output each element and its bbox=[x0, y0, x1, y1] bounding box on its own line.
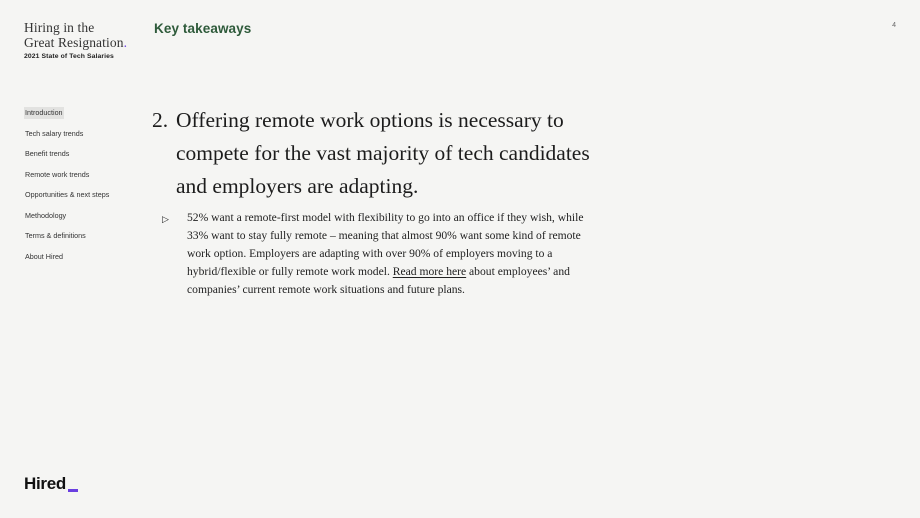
nav-item-tech-salary-trends[interactable] bbox=[24, 128, 110, 149]
nav-item-about-hired[interactable] bbox=[24, 251, 110, 272]
report-brand bbox=[24, 20, 127, 60]
nav-item-opportunities[interactable] bbox=[24, 189, 110, 210]
read-more-link[interactable]: Read more here bbox=[392, 265, 467, 278]
takeaway-number: 2. bbox=[152, 108, 169, 132]
nav-item-benefit-trends[interactable] bbox=[24, 148, 110, 169]
report-title-line1: Hiring in the bbox=[24, 20, 95, 35]
section-title: Key takeaways bbox=[154, 21, 252, 36]
hired-logo-text: Hired bbox=[24, 474, 66, 493]
sidebar-nav bbox=[24, 107, 110, 271]
nav-item-label: Benefit trends bbox=[25, 149, 70, 158]
nav-item-introduction[interactable] bbox=[24, 107, 110, 128]
nav-item-methodology[interactable] bbox=[24, 210, 110, 231]
nav-item-label: Terms & definitions bbox=[25, 231, 86, 240]
bullet-text-before: 52% want a remote-first model with flexibility to go into an office if they wish, while 33% want to stay fully remote – meaning that almost 90% want some kind of remote work option. Employers are adapting with over 90% of employers moving to a hybrid/flexible or fully remote work model. bbox=[187, 211, 584, 278]
takeaway-heading-text: Offering remote work options is necessary to compete for the vast majority of tech candidates and employers are adapting. bbox=[176, 108, 590, 198]
report-title-line2-text: Great Resignation bbox=[24, 35, 124, 50]
report-title bbox=[24, 20, 127, 50]
nav-item-label: Remote work trends bbox=[25, 169, 90, 179]
nav-item-remote-work-trends[interactable] bbox=[24, 169, 110, 190]
triangle-bullet-icon: ▷ bbox=[162, 214, 169, 224]
report-subtitle: 2021 State of Tech Salaries bbox=[24, 53, 114, 60]
nav-item-terms-definitions[interactable] bbox=[24, 230, 110, 251]
report-title-dot: . bbox=[123, 35, 128, 50]
bullet-body bbox=[187, 209, 592, 299]
page-number: 4 bbox=[892, 22, 896, 29]
nav-item-label: Methodology bbox=[25, 210, 67, 220]
takeaway-heading bbox=[152, 104, 592, 203]
nav-item-label: About Hired bbox=[25, 251, 63, 261]
bullet-text-after: about employees’ and companies’ current remote work situations and future plans. bbox=[187, 265, 570, 296]
nav-item-label: Opportunities & next steps bbox=[25, 190, 110, 199]
report-title-line2 bbox=[24, 35, 127, 50]
logo-underscore-icon bbox=[68, 489, 78, 492]
takeaway-bullet bbox=[162, 209, 592, 299]
nav-item-label: Introduction bbox=[25, 108, 63, 117]
nav-item-label: Tech salary trends bbox=[25, 128, 84, 138]
hired-logo bbox=[24, 474, 78, 494]
